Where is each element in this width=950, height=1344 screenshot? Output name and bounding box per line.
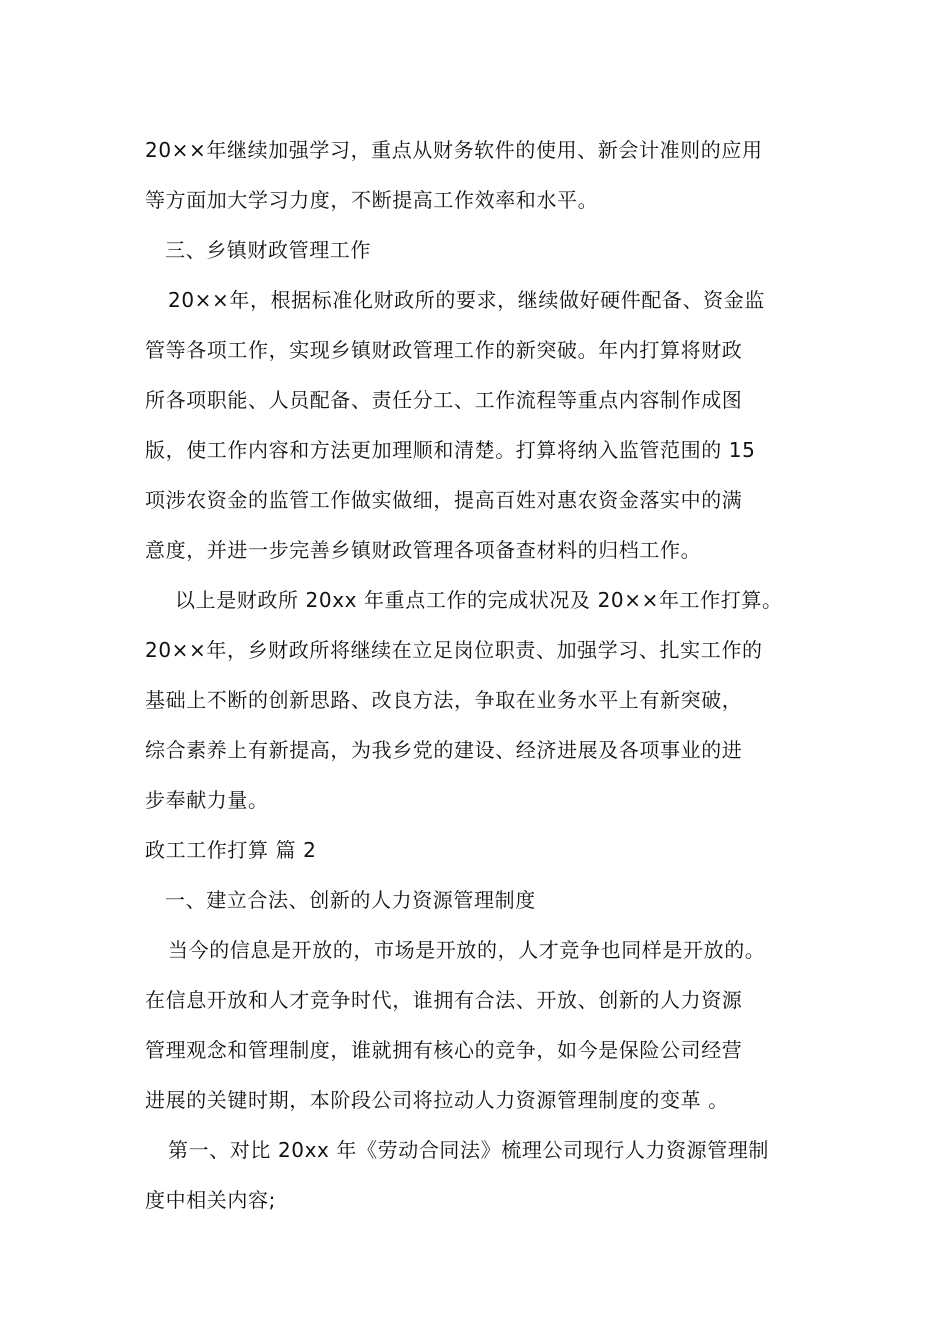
paragraph-line: 在信息开放和人才竞争时代，谁拥有合法、开放、创新的人力资源 [145, 988, 743, 1012]
paragraph-line: 意度，并进一步完善乡镇财政管理各项备查材料的归档工作。 [145, 538, 702, 562]
paragraph-line: 度中相关内容; [145, 1188, 276, 1212]
paragraph-line: 20××年，根据标准化财政所的要求，继续做好硬件配备、资金监 [168, 288, 765, 312]
paragraph-line: 版，使工作内容和方法更加理顺和清楚。打算将纳入监管范围的 15 [145, 438, 756, 462]
paragraph-line: 等方面加大学习力度，不断提高工作效率和水平。 [145, 188, 599, 212]
paragraph-line: 管等各项工作，实现乡镇财政管理工作的新突破。年内打算将财政 [145, 338, 743, 362]
paragraph-line: 第一、对比 20xx 年《劳动合同法》梳理公司现行人力资源管理制 [168, 1138, 770, 1162]
paragraph-line: 综合素养上有新提高，为我乡党的建设、经济进展及各项事业的进 [145, 738, 743, 762]
paragraph-line: 基础上不断的创新思路、改良方法，争取在业务水平上有新突破， [145, 688, 743, 712]
paragraph-line: 20××年，乡财政所将继续在立足岗位职责、加强学习、扎实工作的 [145, 638, 763, 662]
paragraph-line: 所各项职能、人员配备、责任分工、工作流程等重点内容制作成图 [145, 388, 743, 412]
paragraph-line: 以上是财政所 20xx 年重点工作的完成状况及 20××年工作打算。 [175, 588, 783, 612]
paragraph-line: 进展的关键时期，本阶段公司将拉动人力资源管理制度的变革 。 [145, 1088, 729, 1112]
paragraph-line: 当今的信息是开放的，市场是开放的，人才竞争也同样是开放的。 [168, 938, 766, 962]
paragraph-line: 步奉献力量。 [145, 788, 269, 812]
paragraph-line: 20××年继续加强学习，重点从财务软件的使用、新会计准则的应用 [145, 138, 763, 162]
section-heading: 三、乡镇财政管理工作 [165, 238, 371, 262]
section-heading: 一、建立合法、创新的人力资源管理制度 [165, 888, 536, 912]
paragraph-line: 项涉农资金的监管工作做实做细，提高百姓对惠农资金落实中的满 [145, 488, 743, 512]
section-title: 政工工作打算 篇 2 [145, 838, 317, 862]
paragraph-line: 管理观念和管理制度，谁就拥有核心的竞争，如今是保险公司经营 [145, 1038, 743, 1062]
